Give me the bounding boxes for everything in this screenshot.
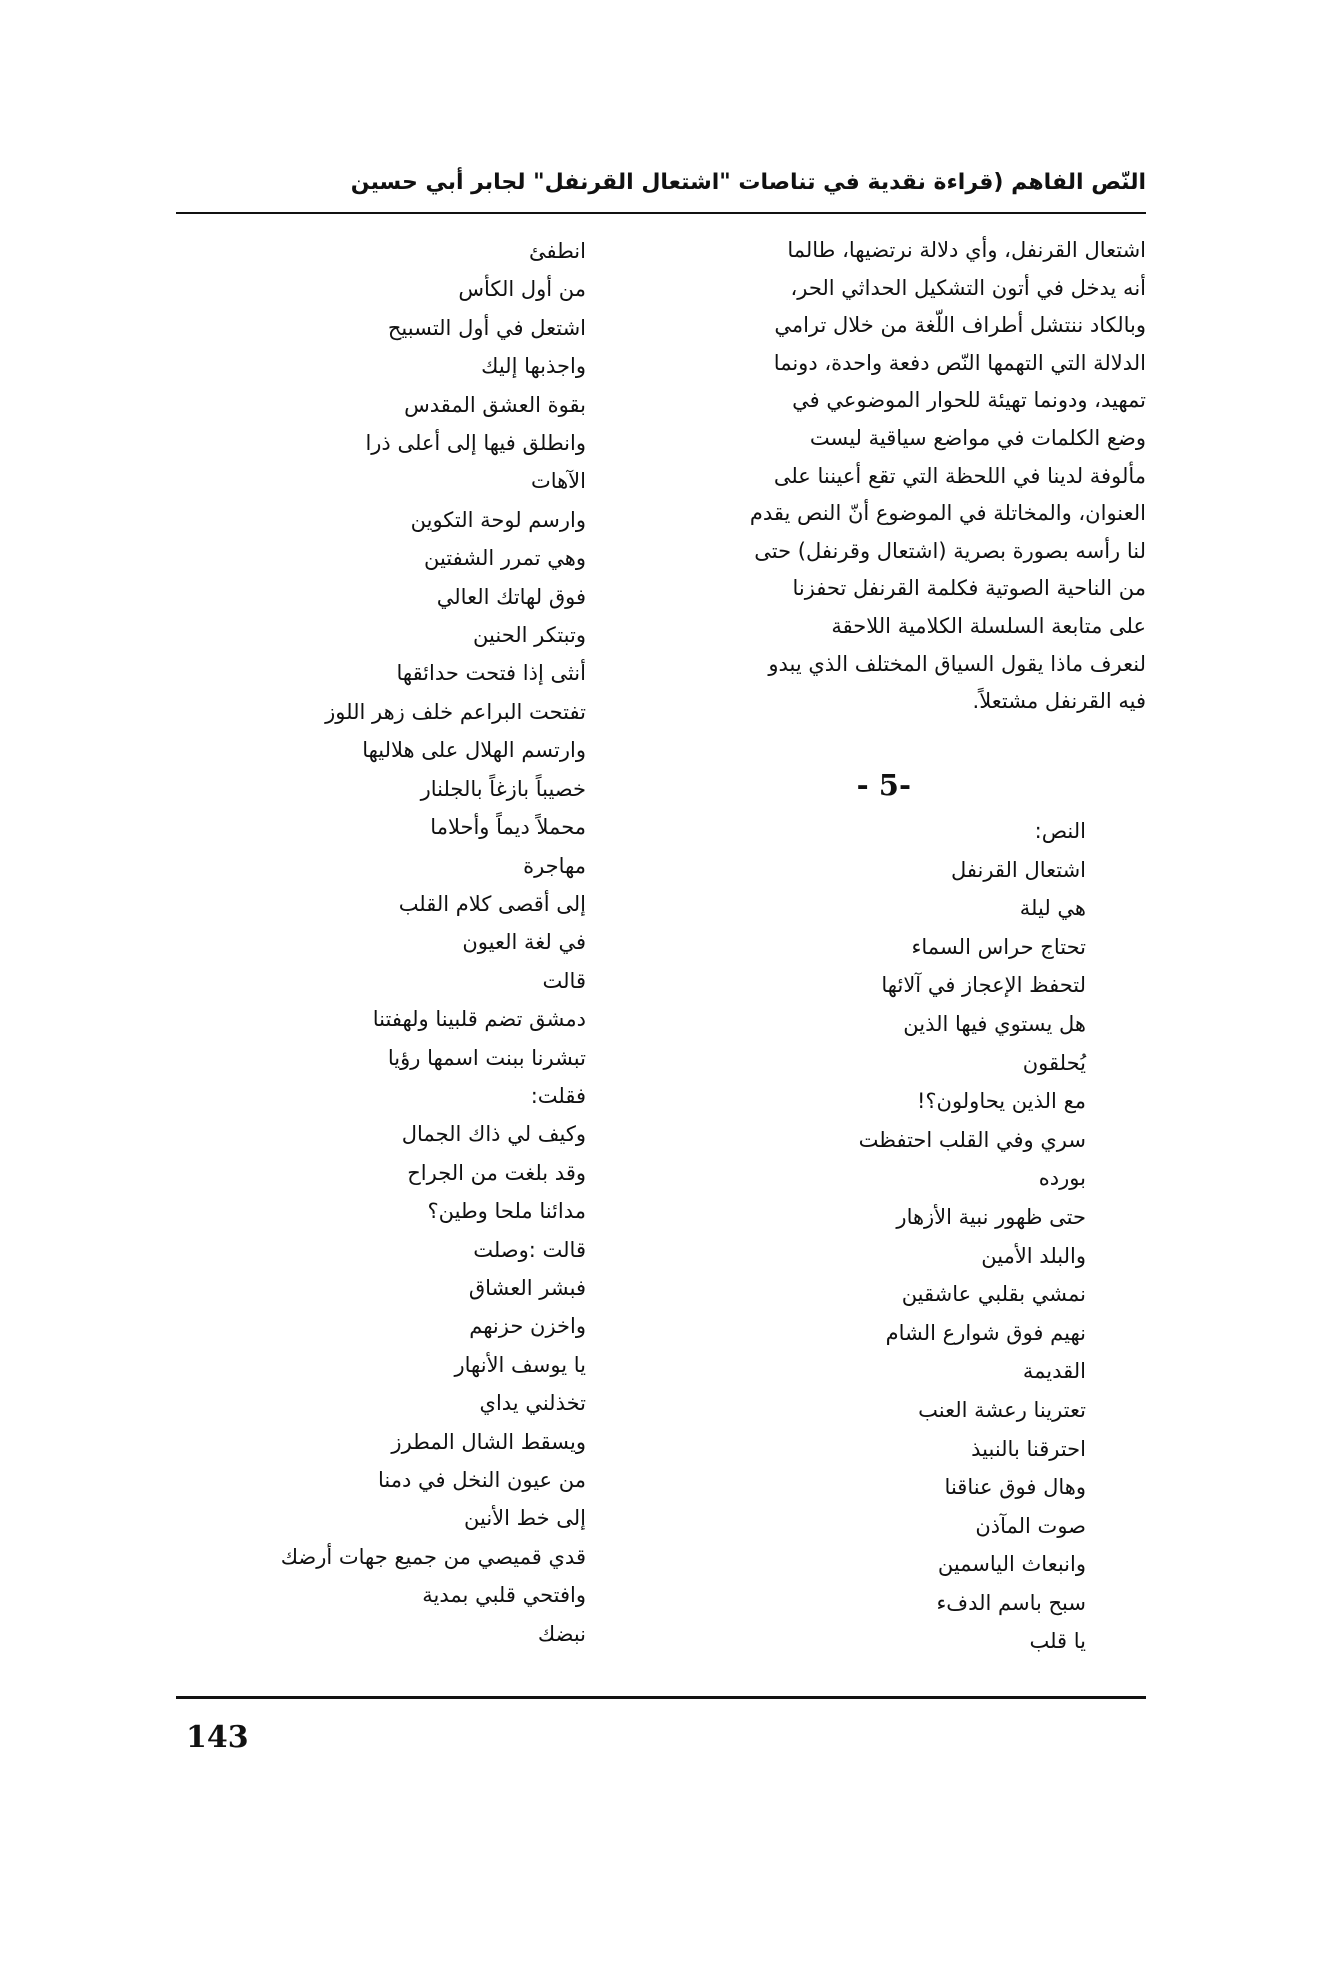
poem-line: وقد بلغت من الجراح [407,1160,586,1185]
poem-line: حتى ظهور نبية الأزهار [896,1204,1086,1229]
body-paragraph [678,232,1146,721]
poem-line: انطفئ [528,239,586,263]
poem-line: وهال فوق عناقنا [944,1475,1086,1500]
poem-line: يا يوسف الأنهار [454,1352,586,1377]
poem-line: وانبعاث الياسمين [937,1552,1086,1577]
poem-line: يا قلب [1029,1629,1086,1654]
poem-line: من عيون النخل في دمنا [378,1468,586,1492]
poem-line: تخذلني يداي [479,1391,586,1416]
poem-line: الآهات [530,469,586,494]
poem-line: وارسم لوحة التكوين [410,507,586,532]
poem-line: لتحفظ الإعجاز في آلائها [881,973,1086,998]
paragraph-line: اشتعال القرنفل، وأي دلالة نرتضيها، طالما [787,238,1146,262]
paragraph-line: تمهيد، ودونما تهيئة للحوار الموضوعي في [792,388,1146,413]
running-header: النّص الفاهم (قراءة نقدية في تناصات "اشتعال القرنفل" لجابر أبي حسين [350,170,1146,195]
poem-line: سبح باسم الدفء [936,1590,1086,1615]
paragraph-line: فيه القرنفل مشتعلاً. [972,689,1146,714]
poem-line: نهيم فوق شوارع الشام [885,1320,1086,1345]
poem-line: اشتعل في أول التسبيح [387,315,586,340]
poem-line: ويسقط الشال المطرز [391,1429,586,1454]
paragraph-line: مألوفة لدينا في اللحظة التي تقع أعيننا على [773,463,1146,488]
poem-line: صوت المآذن [975,1513,1086,1538]
poem-line: إلى أقصى كلام القلب [398,891,586,916]
poem-line: واجذبها إليك [481,354,586,379]
poem-line: قالت :وصلت [473,1237,586,1262]
poem-line: وارتسم الهلال على هلاليها [362,738,586,763]
poem-line: اشتعال القرنفل [950,857,1086,882]
poem-column-right [666,812,1086,1661]
poem-line: فوق لهاتك العالي [436,584,586,609]
poem-line: هي ليلة [1019,896,1086,921]
poem-line: نبضك [537,1621,586,1646]
poem-line: أنثى إذا فتحت حدائقها [396,661,586,686]
poem-line: خصيباً بازغاً بالجلنار [420,776,586,801]
paragraph-line: وضع الكلمات في مواضع سياقية ليست [809,425,1146,450]
poem-line: نمشي بقلبي عاشقين [901,1282,1086,1307]
poem-line: فقلت: [530,1083,586,1108]
poem-line: قدي قميصي من جميع جهات أرضك [280,1544,586,1569]
poem-line: فبشر العشاق [468,1275,586,1300]
poem-line: واخزن حزنهم [469,1314,586,1339]
poem-line: تحتاج حراس السماء [911,934,1086,959]
paragraph-line: لنا رأسه بصورة بصرية (اشتعال وقرنفل) حتى [754,538,1146,563]
header-rule [176,212,1146,214]
poem-line: سري وفي القلب احتفظت [858,1127,1086,1152]
poem-line: وافتحي قلبي بمدية [422,1583,586,1608]
paragraph-line: وبالكاد ننتشل أطراف اللّغة من خلال ترامي [774,313,1146,338]
poem-line: مع الذين يحاولون؟! [916,1089,1086,1114]
section-number: - 5- [856,768,911,802]
paragraph-line: لنعرف ماذا يقول السياق المختلف الذي يبدو [768,651,1146,676]
paragraph-line: من الناحية الصوتية فكلمة القرنفل تحفزنا [792,576,1146,601]
poem-line: وكيف لي ذاك الجمال [401,1122,586,1147]
poem-line: بورده [1038,1166,1086,1191]
poem-line: تعترينا رعشة العنب [918,1397,1086,1422]
poem-line: يُحلقون [1022,1050,1086,1075]
poem-line: تبشرنا ببنت اسمها رؤيا [387,1045,586,1070]
poem-line: وانطلق فيها إلى أعلى ذرا [365,431,586,456]
paragraph-line: العنوان، والمخاتلة في الموضوع أنّ النص يقدم [749,501,1146,526]
poem-line: تفتحت البراعم خلف زهر اللوز [325,699,586,724]
poem-line: والبلد الأمين [981,1243,1086,1268]
poem-line: احترقنا بالنبيذ [971,1436,1086,1461]
poem-line: النص: [1034,819,1086,843]
poem-column-left [186,232,586,1653]
paragraph-line: أنه يدخل في أتون التشكيل الحداثي الحر، [790,275,1146,300]
poem-line: القديمة [1022,1359,1086,1384]
poem-line: إلى خط الأنين [464,1506,586,1531]
poem-line: قالت [542,968,586,993]
paragraph-line: الدلالة التي التهمها النّص دفعة واحدة، دونما [773,350,1146,375]
poem-line: دمشق تضم قلبينا ولهفتنا [372,1007,586,1032]
poem-line: وتبتكر الحنين [473,623,586,648]
poem-line: مدائنا ملحا وطين؟ [427,1199,586,1224]
poem-line: هل يستوي فيها الذين [903,1011,1086,1036]
poem-line: محملاً ديماً وأحلاما [430,815,586,840]
paragraph-line: على متابعة السلسلة الكلامية اللاحقة [831,613,1146,638]
footer-rule [176,1696,1146,1699]
page-number: 143 [186,1720,249,1755]
poem-line: من أول الكأس [458,277,586,302]
poem-line: وهي تمرر الشفتين [423,546,586,571]
poem-line: مهاجرة [523,853,586,878]
poem-line: بقوة العشق المقدس [404,392,586,417]
poem-line: في لغة العيون [462,930,586,955]
